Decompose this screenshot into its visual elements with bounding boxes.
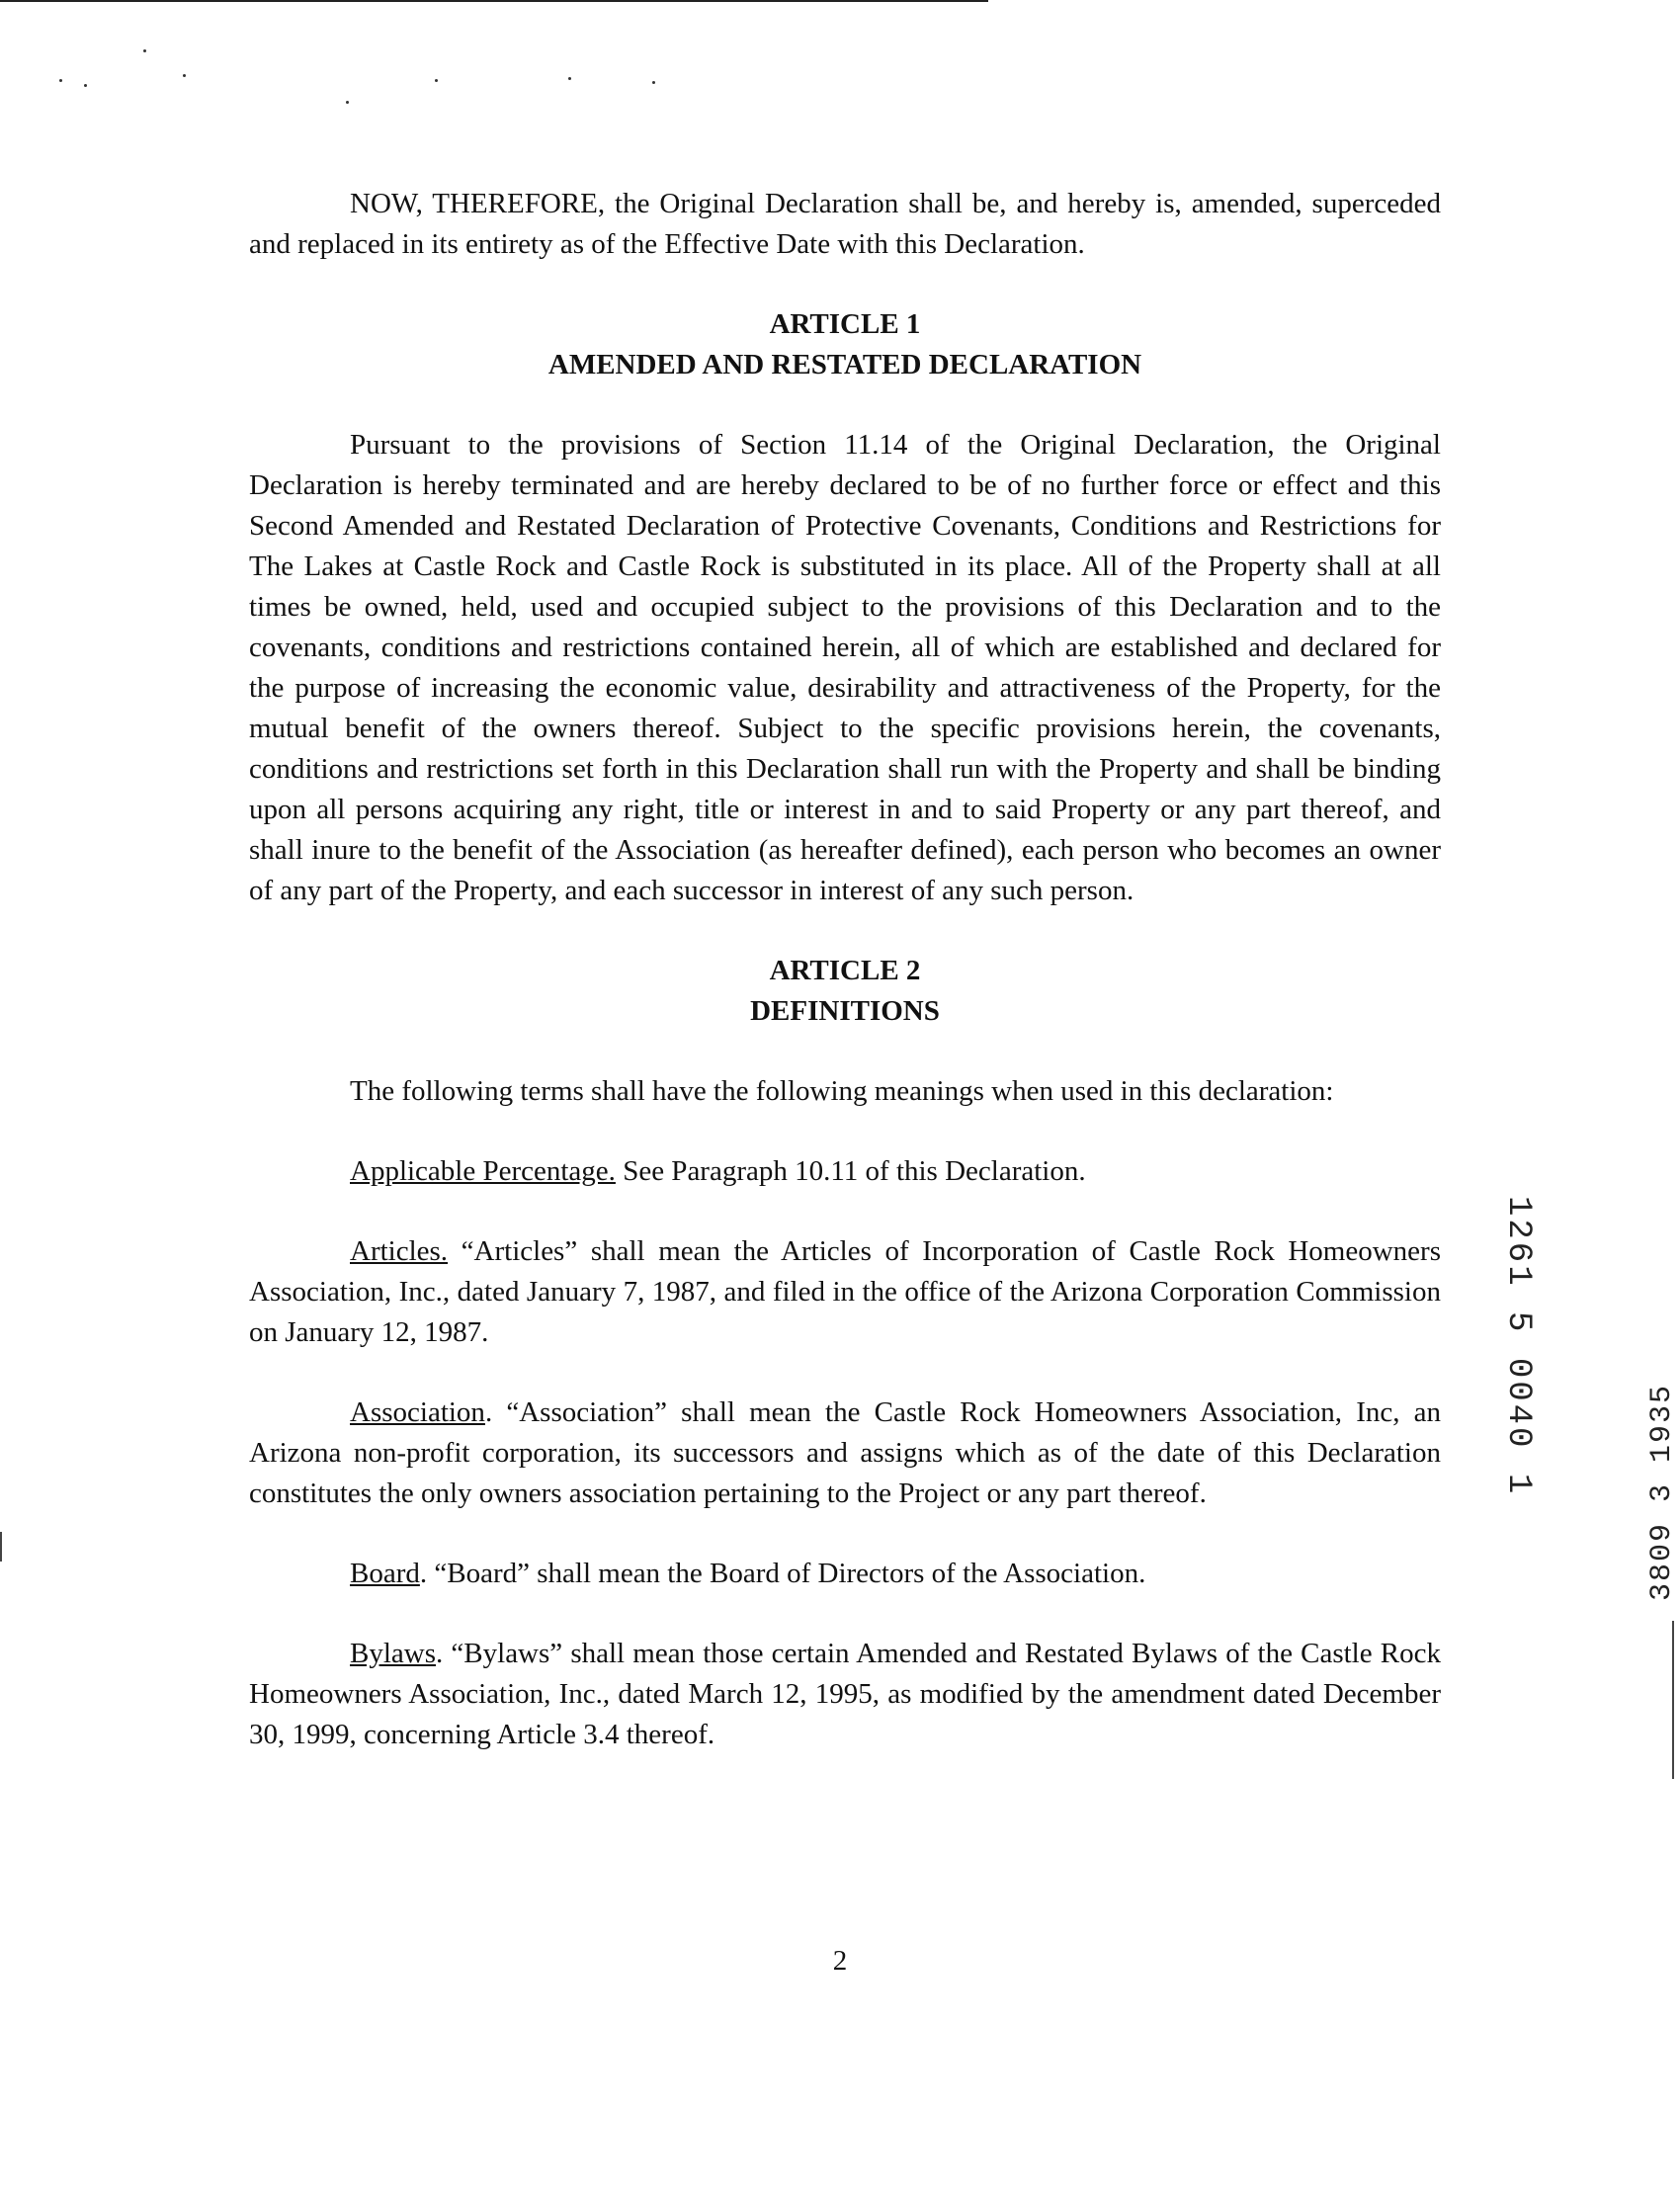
definition-text: “Articles” shall mean the Articles of Incorporation of Castle Rock Homeowners Association, Inc., dated January 7, 1987, and filed in the office of the Arizona Corporation Commission on January 12, 1987. (249, 1235, 1441, 1348)
intro-paragraph: NOW, THEREFORE, the Original Declaration shall be, and hereby is, amended, superceded and replaced in its entirety as of the Effective Date with this Declaration. (249, 188, 1441, 260)
article-1-number: ARTICLE 1 (769, 308, 921, 340)
definition-term: Association (350, 1396, 485, 1428)
definition-board (249, 1554, 1441, 1594)
margin-recording-stamp-lower: 3809 3 1935 (1645, 1383, 1679, 1601)
article-1-title: AMENDED AND RESTATED DECLARATION (547, 349, 1142, 380)
definition-term: Applicable Percentage. (350, 1155, 616, 1187)
definition-bylaws (249, 1634, 1441, 1755)
right-scan-mark (1672, 1621, 1674, 1779)
margin-recording-stamp-upper: 1261 5 0040 1 (1499, 1196, 1537, 1497)
definition-text: See Paragraph 10.11 of this Declaration. (615, 1155, 1086, 1187)
page-number: 2 (832, 1945, 848, 1977)
article-2-number: ARTICLE 2 (769, 955, 921, 986)
definition-text: . “Bylaws” shall mean those certain Amended and Restated Bylaws of the Castle Rock Homeowners Association, Inc., dated March 12, 1995, as modified by the amendment dated December 30, 1999, concerning Article 3.4 thereof. (249, 1638, 1441, 1750)
definition-term: Board (350, 1558, 420, 1589)
definition-text: . “Board” shall mean the Board of Directors of the Association. (419, 1558, 1146, 1589)
definition-applicable-percentage (249, 1151, 1441, 1192)
definition-term: Bylaws (350, 1638, 436, 1669)
definition-term: Articles. (350, 1235, 449, 1267)
left-scan-mark (0, 1532, 2, 1562)
top-scan-edge (0, 0, 988, 2)
article-1-paragraph: Pursuant to the provisions of Section 11.14 of the Original Declaration, the Original Declaration is hereby terminated and are hereby declared to be of no further force or effect and this Second Amended and Restated Declaration of Protective Covenants, Conditions and Restrictions for The Lakes at Castle Rock and Castle Rock is substituted in its place. All of the Property shall at all times be owned, held, used and occupied subject to the provisions of this Declaration and to the covenants, conditions and restrictions contained herein, all of which are established and declared for the purpose of increasing the economic value, desirability and attractiveness of the Property, for the mutual benefit of the owners thereof. Subject to the specific provisions herein, the covenants, conditions and restrictions set forth in this Declaration shall run with the Property and shall be binding upon all persons acquiring any right, title or interest in and to said Property or any part thereof, and shall inure to the benefit of the Association (as hereafter defined), each person who becomes an owner of any part of the Property, and each successor in interest of any such person. (249, 429, 1441, 906)
definition-association (249, 1393, 1441, 1514)
scan-specks (0, 40, 692, 119)
article-2-title: DEFINITIONS (750, 995, 940, 1027)
article-2-intro: The following terms shall have the following meanings when used in this declaration: (350, 1075, 1334, 1107)
definition-articles (249, 1231, 1441, 1353)
definition-text: . “Association” shall mean the Castle Rock Homeowners Association, Inc, an Arizona non-profit corporation, its successors and assigns which as of the date of this Declaration constitutes the only owners association pertaining to the Project or any part thereof. (249, 1396, 1441, 1509)
document-body (249, 184, 1441, 1755)
